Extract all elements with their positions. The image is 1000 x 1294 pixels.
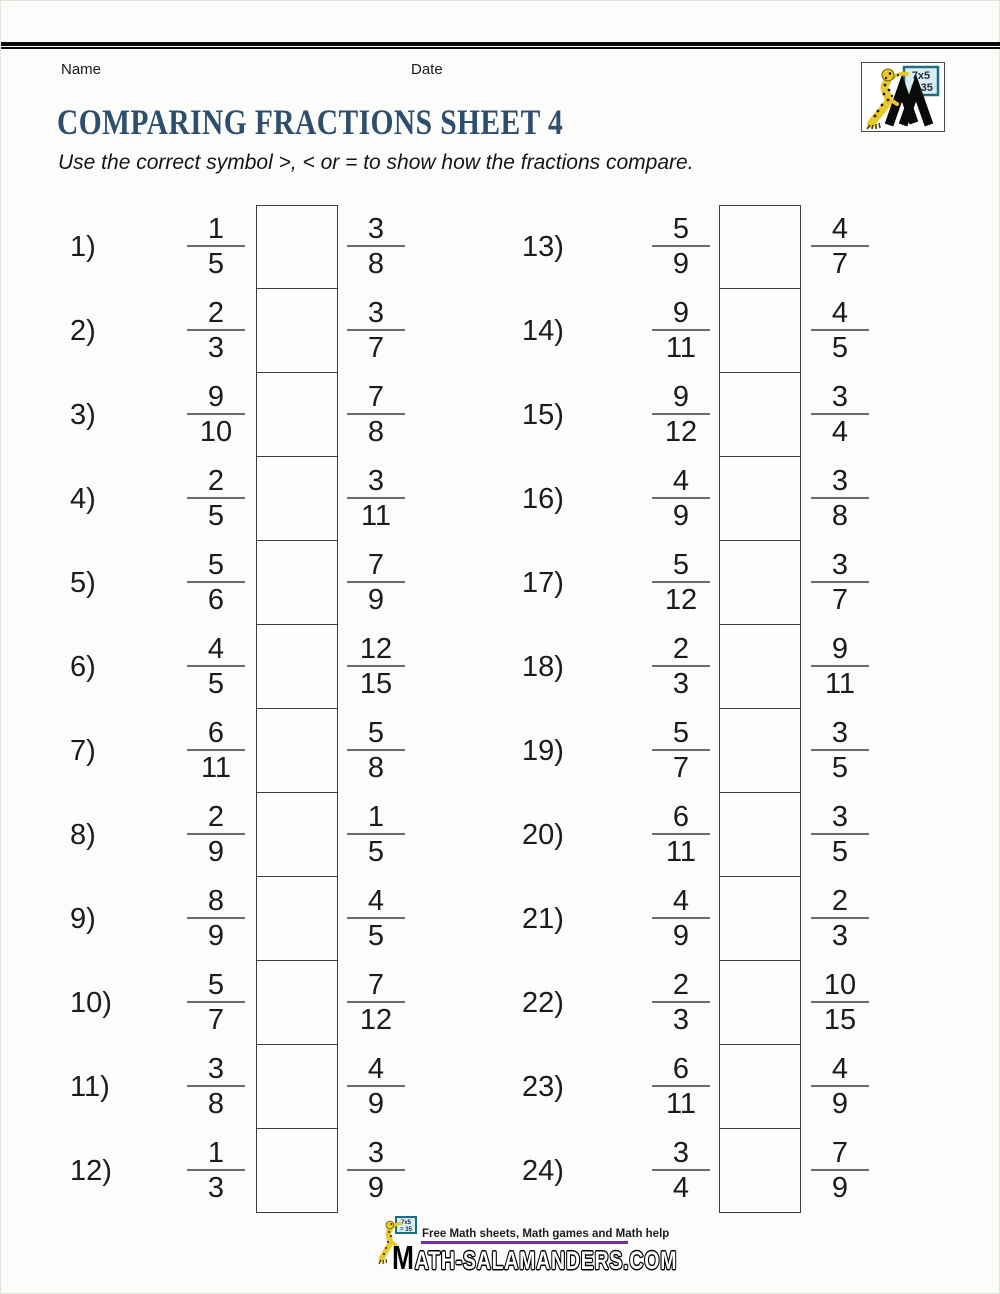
svg-text:7x5: 7x5	[911, 70, 931, 82]
numerator: 4	[207, 633, 225, 665]
numerator: 6	[672, 801, 690, 833]
footer-tagline: Free Math sheets, Math games and Math help	[422, 1228, 670, 1240]
problem-row	[1, 541, 1000, 625]
problem-number: 9)	[70, 903, 96, 935]
denominator: 6	[207, 584, 225, 616]
denominator: 15	[823, 1004, 857, 1036]
svg-text:= 35: = 35	[911, 82, 933, 94]
fraction	[808, 545, 872, 619]
answer-box[interactable]	[719, 877, 801, 961]
answer-box[interactable]	[719, 1129, 801, 1213]
fraction	[808, 209, 872, 283]
top-rule	[1, 42, 1000, 49]
problem-number: 5)	[70, 567, 96, 599]
numerator: 4	[672, 885, 690, 917]
denominator: 7	[831, 584, 849, 616]
denominator: 11	[824, 668, 856, 700]
problem-number: 21)	[522, 903, 564, 935]
numerator: 3	[672, 1137, 690, 1169]
fraction	[808, 1049, 872, 1123]
denominator: 9	[831, 1088, 849, 1120]
problem-number: 8)	[70, 819, 96, 851]
fraction	[649, 713, 713, 787]
problem-number: 4)	[70, 483, 96, 515]
problem-row	[1, 373, 1000, 457]
denominator: 3	[207, 332, 225, 364]
denominator: 9	[672, 500, 690, 532]
denominator: 5	[831, 836, 849, 868]
numerator: 6	[672, 1053, 690, 1085]
numerator: 3	[831, 381, 849, 413]
svg-text:7x5: 7x5	[400, 1220, 412, 1226]
numerator: 9	[207, 381, 225, 413]
fraction	[808, 629, 872, 703]
problem-row	[1, 1129, 1000, 1213]
problem-number: 19)	[522, 735, 564, 767]
numerator: 1	[207, 1137, 225, 1169]
numerator: 5	[367, 717, 385, 749]
numerator: 10	[823, 969, 857, 1001]
denominator: 7	[672, 752, 690, 784]
fraction	[649, 965, 713, 1039]
answer-box[interactable]	[719, 793, 801, 877]
denominator: 5	[207, 500, 225, 532]
answer-box[interactable]	[719, 373, 801, 457]
fraction	[649, 797, 713, 871]
denominator: 5	[367, 836, 385, 868]
denominator: 11	[200, 752, 232, 784]
denominator: 5	[207, 668, 225, 700]
fraction	[649, 1133, 713, 1207]
numerator: 3	[831, 717, 849, 749]
numerator: 4	[831, 297, 849, 329]
problem-row	[1, 1045, 1000, 1129]
problem-number: 23)	[522, 1071, 564, 1103]
denominator: 5	[831, 332, 849, 364]
instruction-text: Use the correct symbol >, < or = to show how the fractions compare.	[58, 151, 694, 174]
numerator: 4	[831, 213, 849, 245]
math-salamanders-logo	[861, 62, 945, 132]
numerator: 7	[367, 381, 385, 413]
numerator: 2	[672, 633, 690, 665]
answer-box[interactable]	[719, 289, 801, 373]
numerator: 12	[359, 633, 393, 665]
fraction	[649, 209, 713, 283]
denominator: 11	[665, 1088, 697, 1120]
denominator: 8	[367, 248, 385, 280]
answer-box[interactable]	[719, 541, 801, 625]
denominator: 5	[831, 752, 849, 784]
numerator: 7	[367, 969, 385, 1001]
problem-number: 6)	[70, 651, 96, 683]
svg-text:= 35: = 35	[400, 1227, 412, 1233]
numerator: 7	[831, 1137, 849, 1169]
denominator: 9	[672, 920, 690, 952]
salamander-logo-icon	[862, 63, 943, 130]
numerator: 8	[207, 885, 225, 917]
problem-number: 3)	[70, 399, 96, 431]
denominator: 8	[831, 500, 849, 532]
date-label: Date	[411, 61, 443, 78]
problem-number: 1)	[70, 231, 96, 263]
denominator: 9	[367, 584, 385, 616]
denominator: 5	[207, 248, 225, 280]
fraction	[808, 881, 872, 955]
denominator: 3	[207, 1172, 225, 1204]
problem-number: 2)	[70, 315, 96, 347]
denominator: 9	[367, 1088, 385, 1120]
problem-row	[1, 709, 1000, 793]
denominator: 9	[672, 248, 690, 280]
problem-row	[1, 205, 1000, 289]
fraction	[808, 293, 872, 367]
numerator: 9	[831, 633, 849, 665]
name-label: Name	[61, 61, 102, 78]
numerator: 5	[207, 549, 225, 581]
denominator: 8	[367, 752, 385, 784]
problem-row	[1, 877, 1000, 961]
numerator: 7	[367, 549, 385, 581]
problem-number: 13)	[522, 231, 564, 263]
denominator: 9	[367, 1172, 385, 1204]
numerator: 2	[207, 465, 225, 497]
problem-number: 18)	[522, 651, 564, 683]
numerator: 4	[831, 1053, 849, 1085]
problem-number: 15)	[522, 399, 564, 431]
answer-box[interactable]	[719, 205, 801, 289]
problem-number: 17)	[522, 567, 564, 599]
denominator: 8	[367, 416, 385, 448]
fraction	[808, 713, 872, 787]
numerator: 5	[672, 717, 690, 749]
denominator: 3	[831, 920, 849, 952]
denominator: 7	[207, 1004, 225, 1036]
problem-row	[1, 457, 1000, 541]
denominator: 4	[672, 1172, 690, 1204]
problem-number: 10)	[70, 987, 112, 1019]
answer-box[interactable]	[719, 961, 801, 1045]
answer-box[interactable]	[719, 1045, 801, 1129]
answer-box[interactable]	[719, 625, 801, 709]
problem-number: 14)	[522, 315, 564, 347]
denominator: 11	[665, 836, 697, 868]
fraction	[649, 293, 713, 367]
numerator: 9	[672, 297, 690, 329]
numerator: 5	[207, 969, 225, 1001]
fraction	[649, 629, 713, 703]
problem-number: 16)	[522, 483, 564, 515]
numerator: 4	[672, 465, 690, 497]
fraction	[808, 377, 872, 451]
problem-number: 20)	[522, 819, 564, 851]
problem-row	[1, 961, 1000, 1045]
numerator: 3	[831, 465, 849, 497]
denominator: 4	[831, 416, 849, 448]
numerator: 3	[367, 213, 385, 245]
denominator: 12	[664, 584, 698, 616]
denominator: 11	[665, 332, 697, 364]
numerator: 4	[367, 885, 385, 917]
denominator: 12	[664, 416, 698, 448]
numerator: 5	[672, 549, 690, 581]
fraction	[808, 461, 872, 535]
fraction	[649, 377, 713, 451]
fraction	[649, 1049, 713, 1123]
denominator: 7	[367, 332, 385, 364]
footer-site-name: MATH-SALAMANDERS.COM	[392, 1239, 678, 1277]
problem-number: 12)	[70, 1155, 112, 1187]
denominator: 9	[207, 920, 225, 952]
numerator: 1	[367, 801, 385, 833]
denominator: 9	[831, 1172, 849, 1204]
problem-row	[1, 625, 1000, 709]
denominator: 11	[360, 500, 392, 532]
numerator: 9	[672, 381, 690, 413]
fraction	[808, 965, 872, 1039]
denominator: 5	[367, 920, 385, 952]
problem-number: 11)	[70, 1071, 110, 1103]
denominator: 15	[359, 668, 393, 700]
denominator: 3	[672, 668, 690, 700]
numerator: 2	[207, 297, 225, 329]
numerator: 3	[367, 297, 385, 329]
denominator: 3	[672, 1004, 690, 1036]
numerator: 3	[367, 1137, 385, 1169]
problem-number: 24)	[522, 1155, 564, 1187]
numerator: 6	[207, 717, 225, 749]
fraction	[649, 461, 713, 535]
numerator: 2	[831, 885, 849, 917]
problem-row	[1, 793, 1000, 877]
problem-row	[1, 289, 1000, 373]
denominator: 7	[831, 248, 849, 280]
fraction	[808, 797, 872, 871]
numerator: 3	[831, 549, 849, 581]
answer-box[interactable]	[719, 457, 801, 541]
numerator: 1	[207, 213, 225, 245]
numerator: 3	[831, 801, 849, 833]
numerator: 4	[367, 1053, 385, 1085]
denominator: 10	[199, 416, 233, 448]
answer-box[interactable]	[719, 709, 801, 793]
problem-number: 22)	[522, 987, 564, 1019]
denominator: 12	[359, 1004, 393, 1036]
page-title: COMPARING FRACTIONS SHEET 4	[57, 102, 564, 142]
fraction	[808, 1133, 872, 1207]
fraction	[649, 881, 713, 955]
numerator: 3	[367, 465, 385, 497]
fraction	[649, 545, 713, 619]
denominator: 8	[207, 1088, 225, 1120]
denominator: 9	[207, 836, 225, 868]
numerator: 3	[207, 1053, 225, 1085]
numerator: 2	[207, 801, 225, 833]
numerator: 5	[672, 213, 690, 245]
problem-number: 7)	[70, 735, 96, 767]
numerator: 2	[672, 969, 690, 1001]
